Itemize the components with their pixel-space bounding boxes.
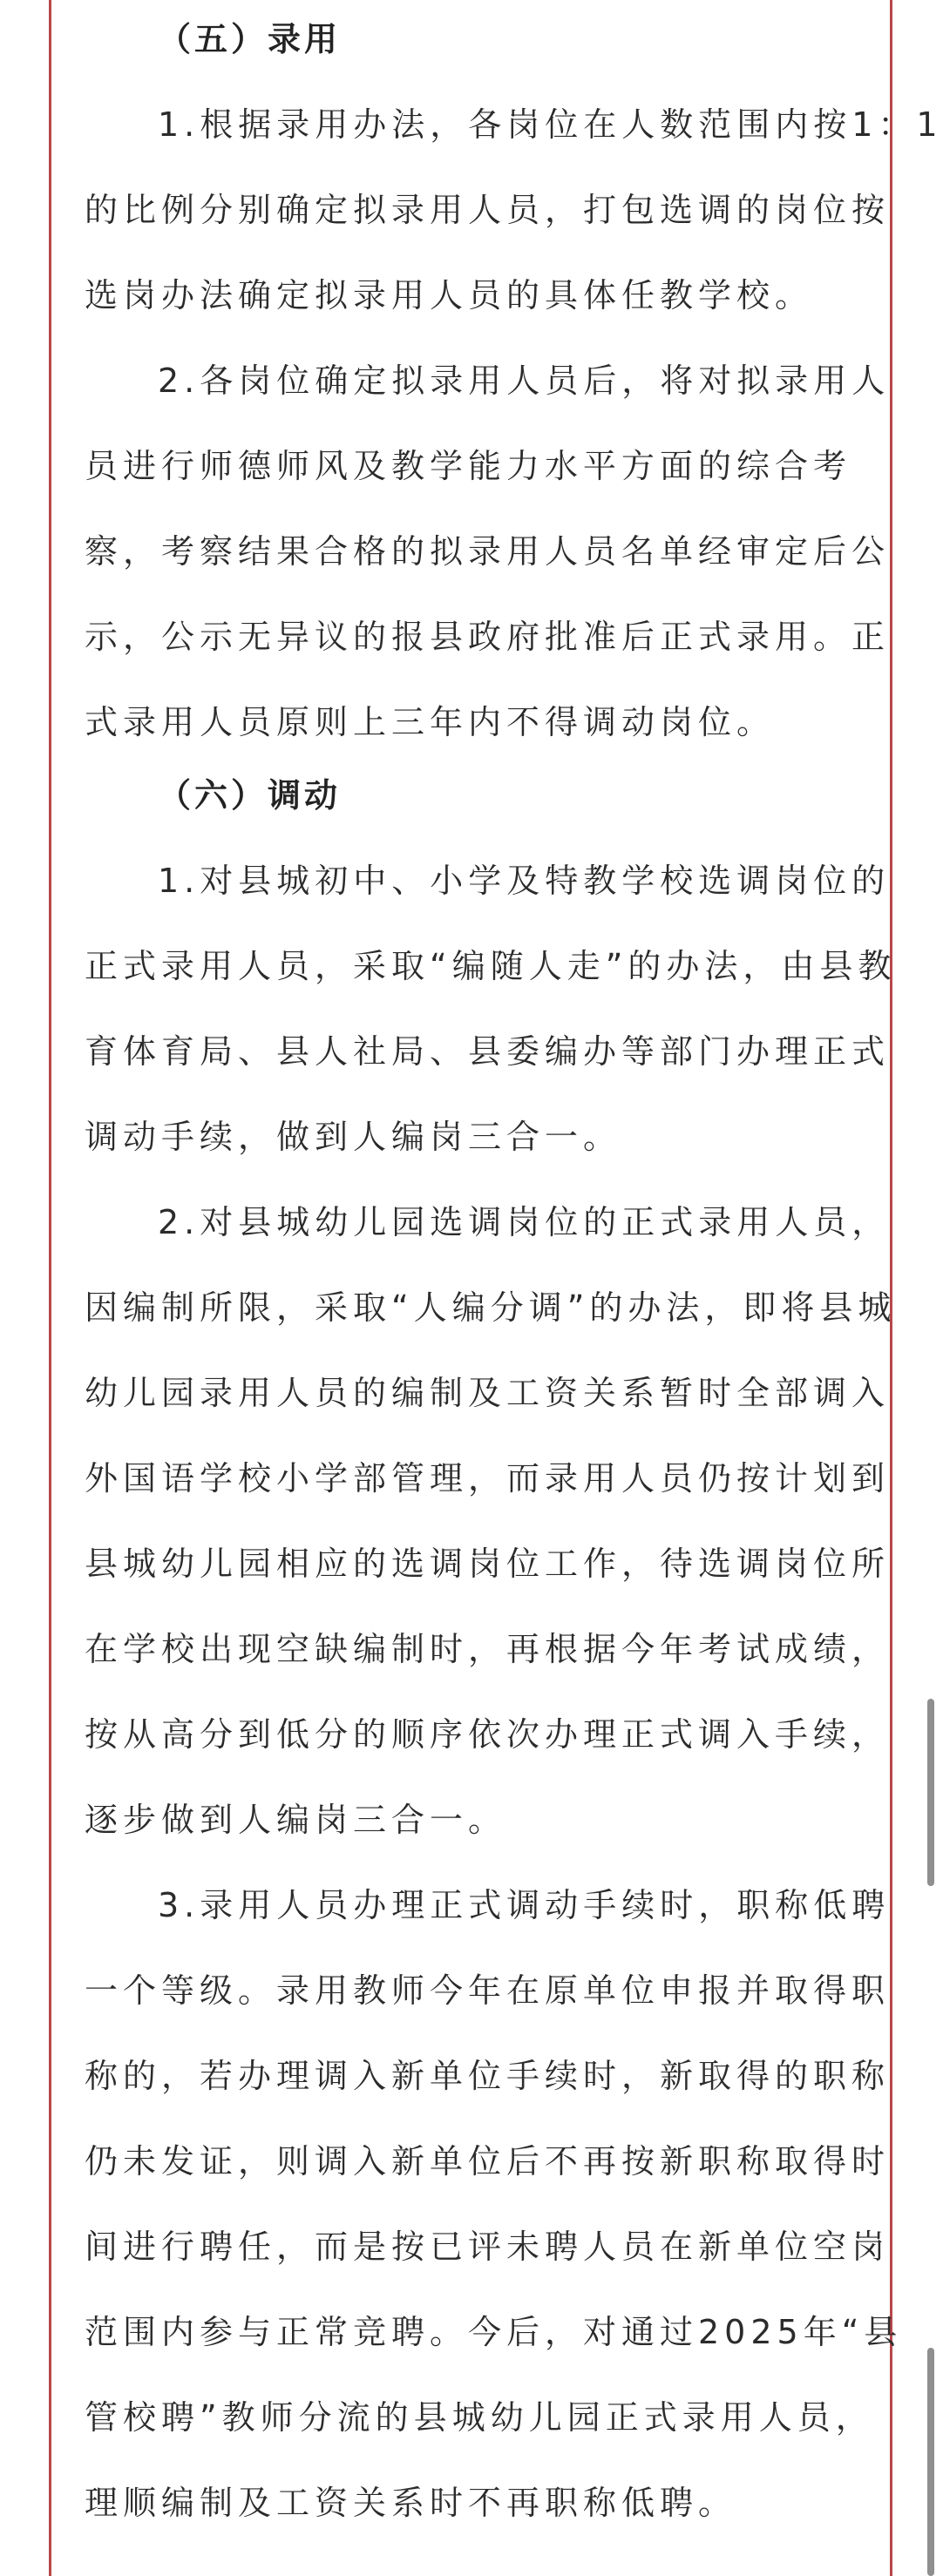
text-line: 间进行聘任，而是按已评未聘人员在新单位空岗: [85, 2228, 891, 2266]
text-line: 1.根据录用办法，各岗位在人数范围内按1：1: [158, 105, 943, 144]
document-content: [85, 9, 943, 2546]
paragraph: [85, 838, 897, 1180]
text-line: 范围内参与正常竞聘。今后，对通过2025年“县: [85, 2313, 903, 2351]
text-line: 示，公示无异议的报县政府批准后正式录用。正: [85, 618, 891, 656]
paragraph: [85, 82, 943, 338]
paragraph: [85, 1863, 903, 2546]
text-line: 调动手续，做到人编岗三合一。: [85, 1118, 622, 1156]
text-line: 3.录用人员办理正式调动手续时，职称低聘: [158, 1886, 891, 1924]
text-line: 仍未发证，则调入新单位后不再按新职称取得时: [85, 2142, 891, 2180]
text-line: 选岗办法确定拟录用人员的具体任教学校。: [85, 276, 814, 314]
text-line: 察，考察结果合格的拟录用人员名单经审定后公: [85, 532, 891, 571]
text-line: 的比例分别确定拟录用人员，打包选调的岗位按: [85, 191, 891, 229]
text-line: 称的，若办理调入新单位手续时，新取得的职称: [85, 2057, 891, 2095]
text-line: 管校聘”教师分流的县城幼儿园正式录用人员，: [85, 2398, 874, 2437]
section-heading-five: （五）录用: [158, 20, 342, 58]
text-line: 1.对县城初中、小学及特教学校选调岗位的: [158, 862, 891, 900]
section-heading-six: （六）调动: [158, 776, 342, 815]
text-line: 正式录用人员，采取“编随人走”的办法，由县教: [85, 947, 897, 985]
text-line: 理顺编制及工资关系时不再职称低聘。: [85, 2484, 737, 2522]
text-line: 县城幼儿园相应的选调岗位工作，待选调岗位所: [85, 1545, 891, 1583]
text-line: 员进行师德师风及教学能力水平方面的综合考: [85, 447, 852, 485]
text-line: 幼儿园录用人员的编制及工资关系暂时全部调入: [85, 1374, 891, 1412]
text-line: 2.各岗位确定拟录用人员后，将对拟录用人: [158, 362, 891, 400]
text-line: 育体育局、县人社局、县委编办等部门办理正式: [85, 1032, 891, 1071]
paragraph: [85, 1180, 897, 1863]
text-line: 因编制所限，采取“人编分调”的办法，即将县城: [85, 1288, 897, 1327]
text-line: 式录用人员原则上三年内不得调动岗位。: [85, 703, 776, 741]
text-line: 一个等级。录用教师今年在原单位申报并取得职: [85, 1971, 891, 2010]
text-line: 按从高分到低分的顺序依次办理正式调入手续，: [85, 1715, 891, 1754]
paragraph: [85, 338, 891, 765]
text-line: 逐步做到人编岗三合一。: [85, 1801, 507, 1839]
scrollbar-thumb[interactable]: [927, 1699, 934, 1886]
text-line: 2.对县城幼儿园选调岗位的正式录用人员，: [158, 1203, 891, 1241]
text-line: 外国语学校小学部管理，而录用人员仍按计划到: [85, 1459, 891, 1498]
scrollbar-thumb-secondary[interactable]: [927, 2348, 934, 2576]
text-line: 在学校出现空缺编制时，再根据今年考试成绩，: [85, 1630, 891, 1668]
